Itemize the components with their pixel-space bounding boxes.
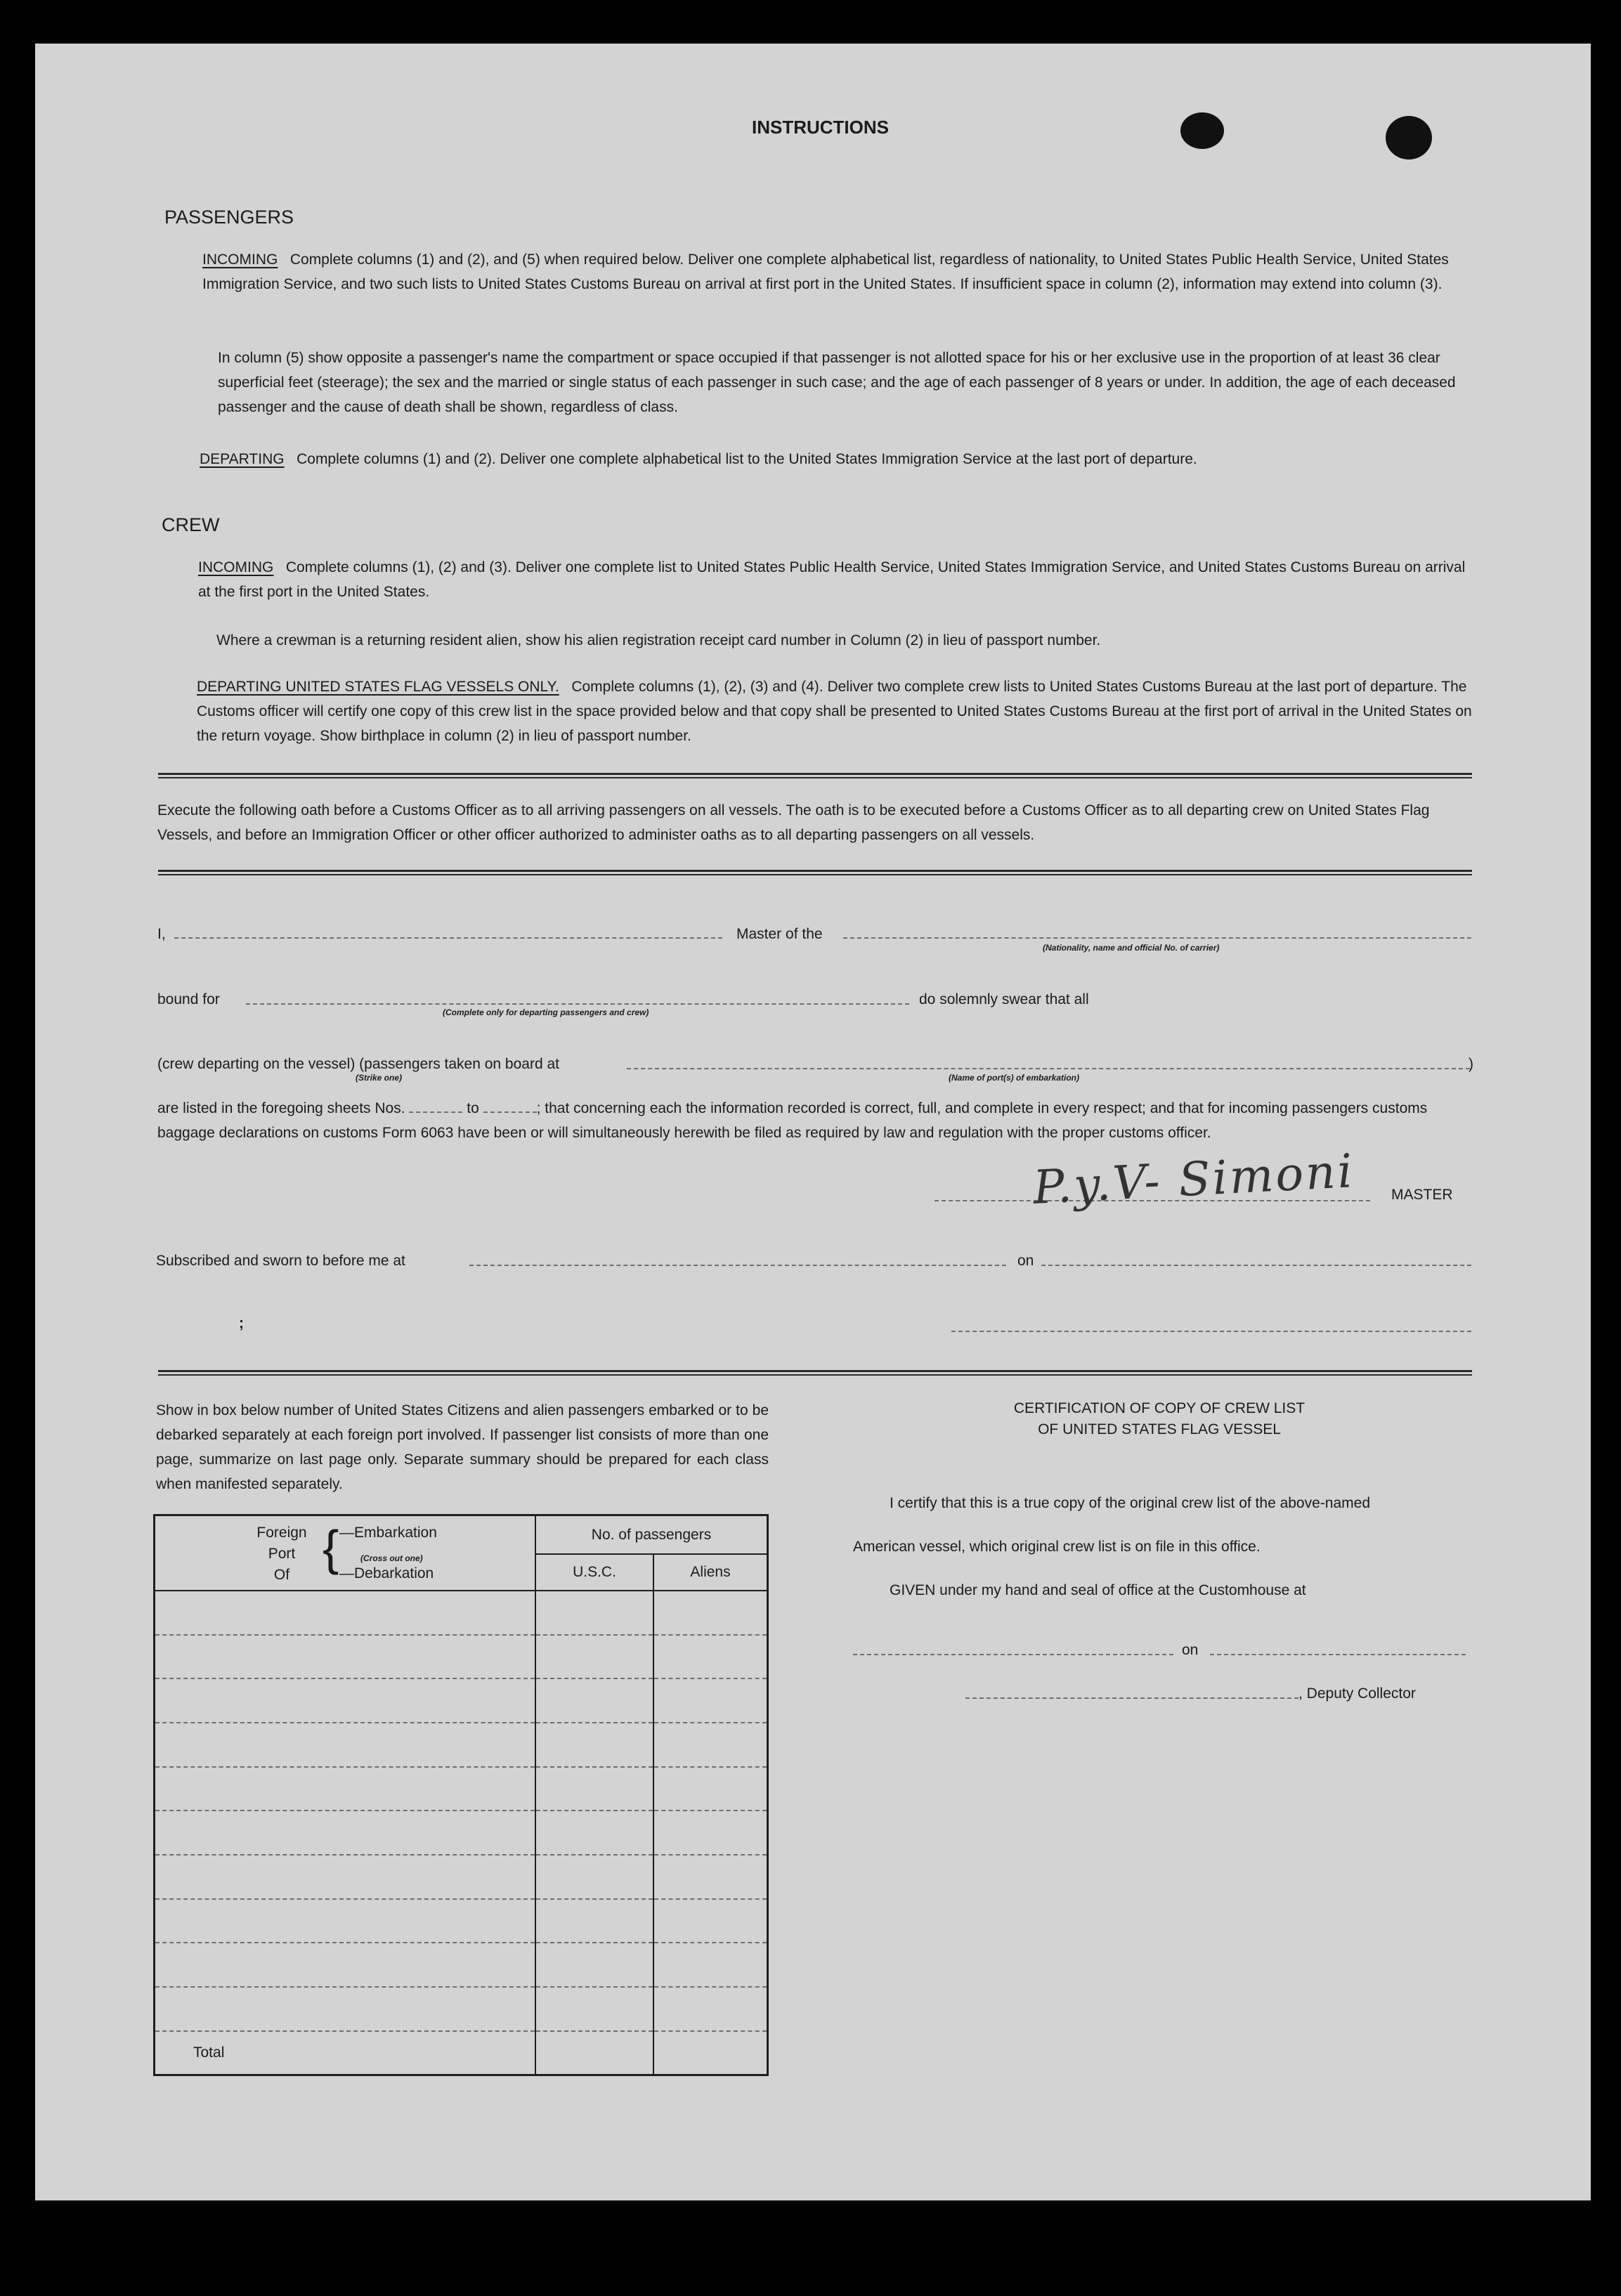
listed-statement xyxy=(157,1096,1473,1145)
usc-cell[interactable] xyxy=(535,1943,653,1987)
certification-title xyxy=(913,1398,1405,1440)
passengers-departing-text: Complete columns (1) and (2). Deliver one complete alphabetical list to the United States Immigration Service at the last port of departure. xyxy=(297,451,1197,467)
table-row xyxy=(155,1811,768,1855)
aliens-cell[interactable] xyxy=(653,1723,768,1767)
port-cell[interactable] xyxy=(155,1987,536,2031)
certification-line-1: I certify that this is a true copy of the original crew list of the above-named xyxy=(890,1495,1370,1511)
usc-total-cell[interactable] xyxy=(535,2031,653,2075)
sheet-to-field[interactable] xyxy=(483,1102,537,1113)
sheet-from-field[interactable] xyxy=(409,1102,462,1113)
carrier-note: (Nationality, name and official No. of carrier) xyxy=(1043,943,1220,953)
listed-text-a: are listed in the foregoing sheets Nos. xyxy=(157,1100,405,1116)
port-cell[interactable] xyxy=(155,1811,536,1855)
crew-passengers-label: (crew departing on the vessel) (passengers taken on board at xyxy=(157,1056,559,1072)
no-passengers-label: No. of passengers xyxy=(536,1517,767,1555)
close-paren: ) xyxy=(1469,1056,1473,1072)
sworn-date-field[interactable] xyxy=(1041,1265,1471,1266)
aliens-cell[interactable] xyxy=(653,1591,768,1635)
usc-cell[interactable] xyxy=(535,1591,653,1635)
passengers-heading: PASSENGERS xyxy=(164,207,294,228)
passengers-departing-para xyxy=(200,447,1476,471)
total-label-cell xyxy=(155,2031,536,2075)
carrier-field[interactable] xyxy=(843,937,1471,939)
oath-instructions: Execute the following oath before a Customs Officer as to all arriving passengers on all vessels. The oath is to be executed before a Customs Officer as to all departing crew on United States Flag Vessels, and before an Immigration Officer or other officer authorized to administer oaths as to all departing passengers on all vessels. xyxy=(157,802,1430,843)
debarkation-label: —Debarkation xyxy=(339,1565,434,1581)
aliens-cell[interactable] xyxy=(653,1987,768,2031)
aliens-label: Aliens xyxy=(653,1555,767,1590)
table-row xyxy=(155,1591,768,1635)
port-cell[interactable] xyxy=(155,1943,536,1987)
officer-signature-field[interactable] xyxy=(951,1331,1471,1332)
passengers-departing-label: DEPARTING xyxy=(200,451,285,467)
listed-to: to xyxy=(467,1100,479,1116)
page-title: INSTRUCTIONS xyxy=(752,117,889,138)
port-cell[interactable] xyxy=(155,1899,536,1943)
usc-cell[interactable] xyxy=(535,1987,653,2031)
crew-heading: CREW xyxy=(162,514,220,535)
swear-text: do solemnly swear that all xyxy=(919,991,1089,1007)
crew-departing-text: Complete columns (1), (2), (3) and (4). Deliver two complete crew lists to United States Customs Bureau at the last port of departure. The Customs officer will certify one copy of this crew list in the space provided below and that copy shall be presented to United States Customs Bureau at the first port of arrival in the United States on the return voyage. Show birthplace in column (2) in lieu of passport number. xyxy=(197,679,1472,744)
crew-incoming-para xyxy=(198,555,1476,604)
port-cell[interactable] xyxy=(155,1767,536,1811)
bound-for-label: bound for xyxy=(157,991,220,1007)
semicolon-mark: ; xyxy=(239,1315,244,1331)
embarkation-port-field[interactable] xyxy=(627,1068,1470,1069)
master-label: MASTER xyxy=(1391,1187,1453,1203)
passenger-summary-table xyxy=(153,1514,769,2076)
master-of-the-label: Master of the xyxy=(736,926,823,942)
ink-blot xyxy=(1180,112,1224,149)
strike-one-note: (Strike one) xyxy=(356,1073,403,1083)
oath-i-label: I, xyxy=(157,926,166,942)
port-cell[interactable] xyxy=(155,1678,536,1723)
usc-cell[interactable] xyxy=(535,1723,653,1767)
divider xyxy=(158,773,1472,778)
listed-text-b: ; that concerning each the information recorded is correct, full, and complete in every respect; and that for incoming passengers customs baggage declarations on customs Form 6063 have been or will simultaneously herewith be filed as required by law and regulation with the proper customs officer. xyxy=(157,1100,1428,1141)
port-cell[interactable] xyxy=(155,1723,536,1767)
certification-on-label: on xyxy=(1182,1642,1199,1658)
port-cell[interactable] xyxy=(155,1635,536,1679)
foreign-port-header xyxy=(155,1515,536,1591)
passengers-incoming-label: INCOMING xyxy=(202,252,278,268)
table-row xyxy=(155,1855,768,1899)
passengers-column5-para: In column (5) show opposite a passenger's name the compartment or space occupied if that passenger is not allotted space for his or her exclusive use in the proportion of at least 36 clear superficial feet (steerage); the sex and the married or single status of each passenger in such case; and the age of each passenger of 8 years or under. In addition, the age of each deceased passenger and the cause of death shall be shown, regardless of class. xyxy=(218,350,1456,415)
cross-out-note: (Cross out one) xyxy=(360,1553,423,1563)
crew-alien-para: Where a crewman is a returning resident alien, show his alien registration receipt card number in Column (2) in lieu of passport number. xyxy=(216,632,1101,648)
total-label: Total xyxy=(193,2044,225,2061)
bound-for-field[interactable] xyxy=(246,1003,909,1005)
usc-cell[interactable] xyxy=(535,1855,653,1899)
table-row xyxy=(155,1635,768,1679)
master-name-field[interactable] xyxy=(174,937,722,939)
master-signature: P.y.V- Simoni xyxy=(1031,1144,1356,1215)
ink-blot xyxy=(1386,116,1432,159)
certification-line-2: American vessel, which original crew list is on file in this office. xyxy=(853,1539,1261,1555)
sworn-place-field[interactable] xyxy=(469,1265,1006,1266)
passengers-incoming-text: Complete columns (1) and (2), and (5) when required below. Deliver one complete alphabetical list, regardless of nationality, to United States Public Health Service, United States Immigration Service, and two such lists to United States Customs Bureau on arrival at first port in the United States. If insufficient space in column (2), information may extend into column (3). xyxy=(202,252,1449,292)
aliens-cell[interactable] xyxy=(653,1943,768,1987)
usc-label: U.S.C. xyxy=(573,1563,616,1580)
foreign-label: Foreign xyxy=(256,1524,307,1541)
table-row xyxy=(155,1678,768,1723)
usc-cell[interactable] xyxy=(535,1899,653,1943)
table-row xyxy=(155,1943,768,1987)
table-row xyxy=(155,1987,768,2031)
sworn-on-label: on xyxy=(1017,1253,1034,1269)
port-label: Port xyxy=(268,1545,296,1562)
table-row xyxy=(155,1767,768,1811)
no-passengers-header xyxy=(535,1515,768,1591)
passengers-incoming-para xyxy=(202,247,1476,296)
certification-place-field[interactable] xyxy=(853,1654,1173,1655)
crew-incoming-label: INCOMING xyxy=(198,559,274,575)
total-row xyxy=(155,2031,768,2075)
deputy-collector-label: , Deputy Collector xyxy=(1298,1685,1416,1702)
port-cell[interactable] xyxy=(155,1855,536,1899)
aliens-cell[interactable] xyxy=(653,1767,768,1811)
certification-line-3: GIVEN under my hand and seal of office at the Customhouse at xyxy=(890,1582,1306,1598)
aliens-cell[interactable] xyxy=(653,1899,768,1943)
port-cell[interactable] xyxy=(155,1591,536,1635)
port-note: (Name of port(s) of embarkation) xyxy=(949,1073,1080,1083)
aliens-cell[interactable] xyxy=(653,1678,768,1723)
certification-title-line-2: OF UNITED STATES FLAG VESSEL xyxy=(1038,1421,1281,1437)
certification-title-line-1: CERTIFICATION OF COPY OF CREW LIST xyxy=(1013,1400,1306,1416)
usc-cell[interactable] xyxy=(535,1635,653,1679)
aliens-cell[interactable] xyxy=(653,1635,768,1679)
usc-cell[interactable] xyxy=(535,1678,653,1723)
crew-departing-para xyxy=(197,674,1476,748)
deputy-collector-signature-field[interactable] xyxy=(965,1697,1298,1699)
usc-cell[interactable] xyxy=(535,1767,653,1811)
summary-instructions: Show in box below number of United States Citizens and alien passengers embarked or to be debarked separately at each foreign port involved. If passenger list consists of more than one page, summarize on last page only. Separate summary should be prepared for each class when manifested separately. xyxy=(156,1402,769,1492)
divider xyxy=(158,1370,1472,1376)
crew-incoming-text: Complete columns (1), (2) and (3). Deliver one complete list to United States Public Health Service, United States Immigration Service, and United States Customs Bureau on arrival at the first port in the United States. xyxy=(198,559,1466,600)
usc-cell[interactable] xyxy=(535,1811,653,1855)
aliens-total-cell[interactable] xyxy=(653,2031,768,2075)
divider xyxy=(158,870,1472,875)
certification-date-field[interactable] xyxy=(1210,1654,1466,1655)
aliens-cell[interactable] xyxy=(653,1811,768,1855)
table-row xyxy=(155,1723,768,1767)
table-row xyxy=(155,1899,768,1943)
of-label: Of xyxy=(273,1566,290,1583)
subscribed-label: Subscribed and sworn to before me at xyxy=(156,1253,405,1269)
aliens-cell[interactable] xyxy=(653,1855,768,1899)
brace-icon: { xyxy=(323,1520,339,1575)
bound-for-note: (Complete only for departing passengers and crew) xyxy=(443,1007,649,1017)
crew-departing-label: DEPARTING UNITED STATES FLAG VESSELS ONLY. xyxy=(197,679,559,695)
embarkation-label: —Embarkation xyxy=(339,1524,437,1541)
